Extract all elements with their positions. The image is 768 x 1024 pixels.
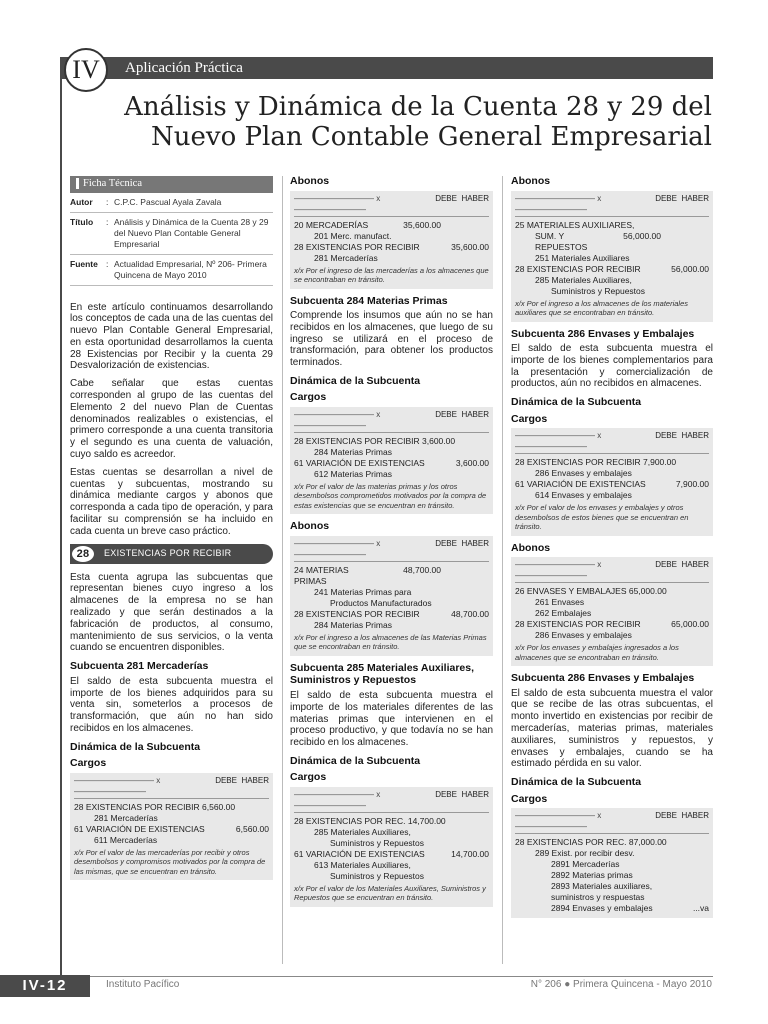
left-margin-rule xyxy=(60,79,62,976)
section-title: Aplicación Práctica xyxy=(125,60,243,76)
subheading: Cargos xyxy=(511,412,548,425)
subheading: Abonos xyxy=(290,175,330,187)
entry-note: x/x Por el ingreso a los almacenes de las Materias Primas que se encontraban en tránsito. xyxy=(294,632,487,652)
article-title-line2: Nuevo Plan Contable General Empresarial xyxy=(151,122,712,152)
journal-entry-table: —————————— x ————————— DEBE HABER 28 EXISTENCIAS POR REC. 87,000.00 289 Exist. por recibir desv. 2891 Mercaderías 2892 Materias primas 2893 Materiales auxiliares, suministros y respuestas 2894 Envases y embalajes ...va xyxy=(511,808,713,918)
paragraph: El saldo de esta subcuenta muestra el importe de los bienes adquiridos para su venta sin, someterlos a procesos de transformación, que aún no han sido recibidos en los almacenes. xyxy=(70,675,273,734)
entry-note: x/x Por los envases y embalajes ingresados a los almacenes que se encontraban en tránsito. xyxy=(515,643,679,662)
subheading: Abonos xyxy=(511,541,551,554)
paragraph: El saldo de esta subcuenta muestra el importe de los materiales diferentes de las materias primas que intervienen en el proceso productivo, y que todavía no se han recibido en los almacenes. xyxy=(290,689,493,749)
journal-entry-table: —————————— x ————————— DEBE HABER 26 ENVASES Y EMBALAJES 65,000.00 261 Envases 262 Embalajes 28 EXISTENCIAS POR RECIBIR 65,000.00 286 Envases y embalajes x/x Por los envases y embalajes ingresados a los almacenes que se encontraban en tránsito. xyxy=(511,557,713,666)
paragraph: El saldo de esta subcuenta muestra el importe de los bienes complementarios para la presentación y comercialización de productos, aún no recibidos en almacenes. xyxy=(511,343,713,390)
journal-entry-table: —————————— x ————————— DEBE HABER 28 EXISTENCIAS POR RECIBIR 6,560.00 281 Mercaderías 61 VARIACIÓN DE EXISTENCIAS 6,560.00 611 Mercaderías x/x Por el valor de las mercaderías por recibir y otros desembolsos y compromisos motivados por la compra de las mismas, que se encuentran en tránsito. xyxy=(70,773,273,881)
ficha-tecnica-heading: Ficha Técnica xyxy=(70,176,273,193)
paragraph: Esta cuenta agrupa las subcuentas que representan bienes cuyo ingreso a los almacenes de la empresa no se han realizado y que serán destinados a la fabricación de productos, al consumo, mantenimiento de sus servicios, o la venta cuando se encuentren disponibles. xyxy=(70,571,273,654)
journal-entry-table: —————————— x ————————— DEBE HABER 28 EXISTENCIAS POR RECIBIR 7,900.00 286 Envases y embalajes 61 VARIACIÓN DE EXISTENCIAS 7,900.00 614 Envases y embalajes x/x Por el valor de los envases y embalajes y otros desembolsos de estos bienes que se encuentran en tránsito. xyxy=(511,428,713,536)
journal-entry-table: —————————— x ————————— DEBE HABER 28 EXISTENCIAS POR RECIBIR 3,600.00 284 Materias Primas 61 VARIACIÓN DE EXISTENCIAS 3,600.00 612 Materias Primas x/x Por el valor de las materias primas y los otros desembolsos comprometidos motivados por la compra de estas existencias que se encuentran en tránsito. xyxy=(290,407,493,515)
subheading: Dinámica de la Subcuenta xyxy=(290,374,421,387)
column-2 xyxy=(290,171,493,913)
entry-note: x/x Por el valor de los envases y embalajes y otros desembolsos de estos bienes que se encuentran en tránsito. xyxy=(515,503,689,532)
page-number: IV-12 xyxy=(0,975,90,997)
subheading: Cargos xyxy=(290,391,327,404)
paragraph: Estas cuentas se desarrollan a nivel de cuentas y subcuentas, mostrando su dinámica mediante cargos y abonos que corresponda a cada tipo de operación, y para facilitar su comprensión se ha incluido en cada cuenta un breve caso práctico. xyxy=(70,466,273,537)
account-28-banner xyxy=(70,544,273,564)
issue-info: N° 206 ● Primera Quincena - Mayo 2010 xyxy=(530,979,712,990)
publisher-name: Instituto Pacífico xyxy=(106,979,180,990)
paragraph: En este artículo continuamos desarrollando los conceptos de cada una de las cuentas del nuevo Plan Contable General Empresarial, en esta oportunidad desarrollamos la cuenta 28 Existencias por Recibir y la cuenta 29 Desvalorización de existencias. xyxy=(70,301,273,372)
column-divider xyxy=(502,176,503,964)
entry-note: x/x Por el ingreso de las mercaderías a los almacenes que se encontraban en tránsito. xyxy=(294,265,489,284)
subheading: Cargos xyxy=(290,771,327,784)
subheading: Subcuenta 281 Mercaderías xyxy=(70,660,209,673)
entry-note: x/x Por el valor de los Materiales Auxiliares, Suministros y Repuestos que se encuentran en tránsito. xyxy=(294,883,486,903)
paragraph: Comprende los insumos que aún no se han recibidos en los almacenes, que luego de su ingreso se utilizará en el proceso de transformación, para obtener los productos terminados. xyxy=(290,310,493,369)
subheading: Dinámica de la Subcuenta xyxy=(511,776,642,789)
subheading: Abonos xyxy=(290,520,330,533)
subheading: Dinámica de la Subcuenta xyxy=(70,740,201,753)
subheading: Subcuenta 285 Materiales Auxiliares, Suministros y Repuestos xyxy=(290,661,475,687)
account-name: EXISTENCIAS POR RECIBIR xyxy=(104,548,232,559)
subheading: Subcuenta 286 Envases y Embalajes xyxy=(511,672,695,685)
ficha-row: Fuente : Actualidad Empresarial, Nº 206- Primera Quincena de Mayo 2010 xyxy=(70,255,273,286)
subheading: Cargos xyxy=(511,792,548,805)
article-title-line1: Análisis y Dinámica de la Cuenta 28 y 29 del xyxy=(124,92,712,122)
subheading: Dinámica de la Subcuenta xyxy=(290,754,421,767)
ficha-row: Título : Análisis y Dinámica de la Cuenta 28 y 29 del Nuevo Plan Contable General Empresarial xyxy=(70,213,273,255)
subheading: Subcuenta 284 Materias Primas xyxy=(290,294,448,307)
journal-entry-table: —————————— x ————————— DEBE HABER 28 EXISTENCIAS POR REC. 14,700.00 285 Materiales Auxiliares, Suministros y Repuestos 61 VARIACIÓN DE EXISTENCIAS 14,700.00 613 Materiales Auxiliares, Suministros y Repuestos x/x Por el valor de los Materiales Auxiliares, Suministros y Repuestos que se encuentran en tránsito. xyxy=(290,787,493,907)
entry-note: x/x Por el valor de las mercaderías por recibir y otros desembolsos y compromisos motivados por la compra de las mismas, que se encuentran en tránsito. xyxy=(74,847,266,876)
subheading: Dinámica de la Subcuenta xyxy=(511,396,642,409)
journal-entry-table: —————————— x ————————— DEBE HABER 20 MERCADERÍAS 35,600.00 201 Merc. manufact. 28 EXISTENCIAS POR RECIBIR 35,600.00 281 Mercaderías x/x Por el ingreso de las mercaderías a los almacenes que se encontraban en tránsito. xyxy=(290,191,493,289)
entry-note: x/x Por el ingreso a los almacenes de los materiales auxiliares que se encontraban en tránsito. xyxy=(515,298,688,317)
subheading: Subcuenta 286 Envases y Embalajes xyxy=(511,327,695,340)
article-title xyxy=(100,92,712,152)
account-number-badge: 28 xyxy=(70,544,96,564)
subheading: Cargos xyxy=(70,757,107,770)
paragraph: El saldo de esta subcuenta muestra el valor que se recibe de las otras subcuentas, el monto invertido en existencias por recibir de mercaderías, materias primas, materiales auxiliares, suministros y repuestos, y envases y embalajes, cuando se ha estimado pérdida en su valor. xyxy=(511,687,713,770)
footer-rule xyxy=(60,976,713,977)
subheading: Abonos xyxy=(511,175,551,187)
column-1 xyxy=(70,176,273,886)
journal-entry-table: —————————— x ————————— DEBE HABER 25 MATERIALES AUXILIARES, SUM. Y REPUESTOS 56,000.00 251 Materiales Auxiliares 28 EXISTENCIAS POR RECIBIR 56,000.00 285 Materiales Auxiliares, Suministros y Repuestos x/x Por el ingreso a los almacenes de los materiales auxiliares que se encontraban en tránsito. xyxy=(511,191,713,322)
journal-entry-table: —————————— x ————————— DEBE HABER 24 MATERIAS PRIMAS 48,700.00 241 Materias Primas para Productos Manufacturados 28 EXISTENCIAS POR RECIBIR 48,700.00 284 Materias Primas x/x Por el ingreso a los almacenes de las Materias Primas que se encontraban en tránsito. xyxy=(290,536,493,656)
column-3 xyxy=(511,171,713,924)
paragraph: Cabe señalar que estas cuentas corresponden al grupo de las cuentas del Elemento 2 del nuevo Plan de Cuentas denominados realizables o existencias, el primero corresponde a una cuenta transitoria y el segundo es una cuenta de valuación, cuyo saldo es acreedor. xyxy=(70,378,273,461)
section-badge: IV xyxy=(64,48,108,92)
column-divider xyxy=(282,176,283,964)
entry-note: x/x Por el valor de las materias primas y los otros desembolsos comprometidos motivados por la compra de estas existencias que se encuentran en tránsito. xyxy=(294,481,487,510)
ficha-row: Autor : C.P.C. Pascual Ayala Zavala xyxy=(70,193,273,213)
